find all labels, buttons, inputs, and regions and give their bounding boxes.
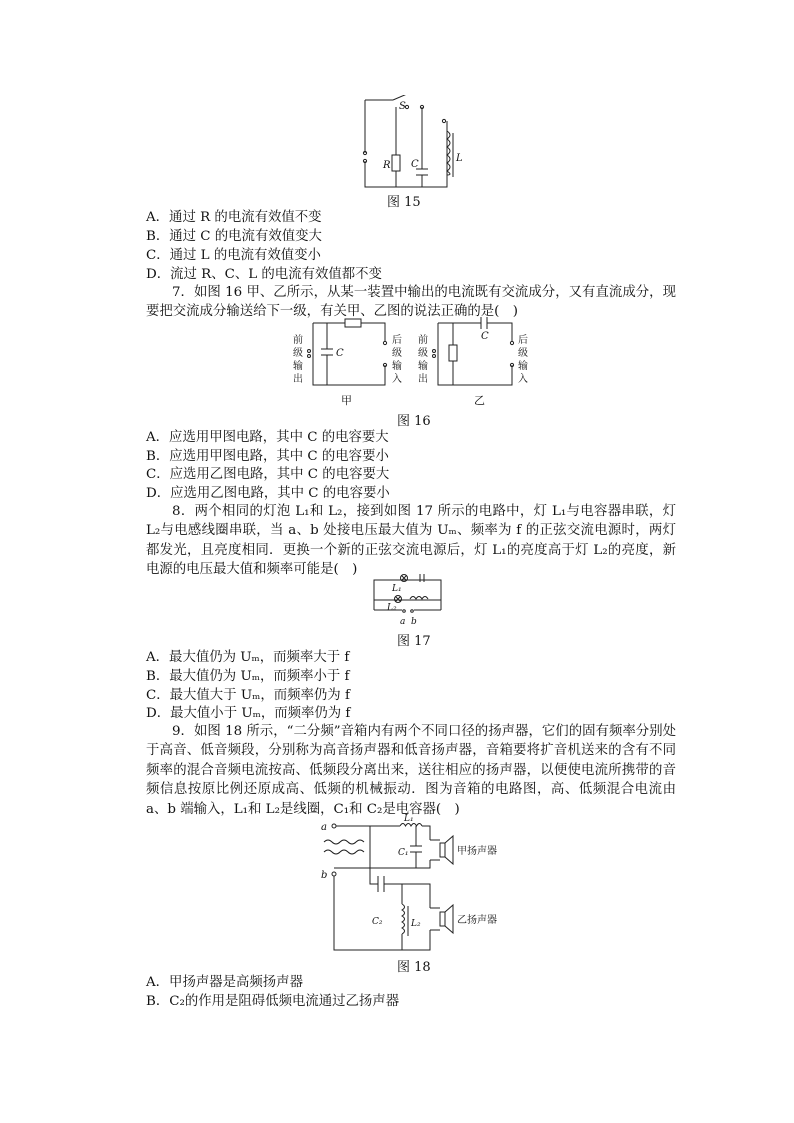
q7-option-b: B．应选用甲图电路，其中 C 的电容要小 (146, 449, 389, 464)
q8-option-a: A．最大值仍为 Uₘ，而频率大于 f (146, 650, 350, 665)
fig16-jia-cap-label: C (336, 348, 344, 359)
fig15-label-l: L (456, 153, 463, 164)
fig18-label-b: b (321, 870, 328, 881)
fig16-yi-out-4: 入 (518, 374, 528, 385)
fig16-yi-in-3: 输 (418, 361, 428, 372)
fig18-label-speaker-yi: 乙扬声器 (457, 915, 497, 926)
fig16-jia-out-1: 后 (392, 335, 402, 346)
q6-option-d: D．流过 R、C、L 的电流有效值都不变 (146, 267, 382, 282)
q9-option-a: A．甲扬声器是高频扬声器 (146, 975, 303, 990)
q7-stem: 7．如图 16 甲、乙所示，从某一装置中输出的电流既有交流成分，又有直流成分，现要把交流成分输送给下一级，有关甲、乙图的说法正确的是( ) (146, 285, 676, 320)
fig18-label-speaker-jia: 甲扬声器 (457, 846, 497, 857)
q9-stem: 9．如图 18 所示，“二分频”音箱内有两个不同口径的扬声器，它们的固有频率分别处于高音、低音频段，分别称为高音扬声器和低音扬声器，音箱要将扩音机送来的含有不同频率的混合音频电流按高、低频段分离出来，送往相应的扬声器，以便使电流所携带的音频信息按原比例还原成高、低频的机械振动．图为音箱的电路图，高、低频混合电流由 a、b 端输入，L₁和 L₂是线圈，C₁和 C₂是电容器( ) (146, 724, 676, 817)
figure-15-caption: 图 15 (387, 195, 421, 210)
fig16-yi-in-2: 级 (418, 348, 428, 359)
figure-17-caption: 图 17 (397, 634, 431, 649)
q8-stem: 8．两个相同的灯泡 L₁和 L₂，接到如图 17 所示的电路中，灯 L₁与电容器串联，灯 L₂与电感线圈串联，当 a、b 处接电压最大值为 Uₘ、频率为 f 的正弦交流电源时，两灯都发光，且亮度相同．更换一个新的正弦交流电源后，灯 L₁的亮度高于灯 L₂的亮度，新电源的电压最大值和频率可能是( ) (146, 504, 676, 578)
fig16-jia-out-3: 输 (392, 361, 402, 372)
q8-option-d: D．最大值小于 Uₘ，而频率仍为 f (146, 706, 351, 721)
fig17-label-l1: L₁ (392, 584, 402, 594)
fig16-jia-in-3: 输 (293, 361, 303, 372)
q6-option-a: A．通过 R 的电流有效值不变 (146, 210, 322, 225)
fig16-jia-in-2: 级 (293, 348, 303, 359)
fig16-yi-out-3: 输 (518, 361, 528, 372)
fig16-yi-in-1: 前 (418, 335, 428, 346)
fig17-label-b: b (411, 617, 417, 627)
figure-18-circuit (318, 812, 518, 957)
fig18-label-l2: L₂ (411, 919, 421, 929)
fig15-label-r: R (383, 160, 391, 171)
q7-option-d: D．应选用乙图电路，其中 C 的电容要小 (146, 486, 390, 501)
q7-option-c: C．应选用乙图电路，其中 C 的电容要大 (146, 467, 390, 482)
fig16-yi-cap-label: C (481, 331, 489, 342)
figure-18-caption: 图 18 (397, 960, 431, 975)
fig16-yi-label: 乙 (474, 394, 485, 407)
q7-option-a: A．应选用甲图电路，其中 C 的电容要大 (146, 430, 389, 445)
fig16-yi-in-4: 出 (418, 374, 428, 385)
q9-option-b: B．C₂的作用是阻碍低频电流通过乙扬声器 (146, 994, 400, 1009)
fig15-label-s: S (399, 101, 406, 112)
figure-17-circuit (368, 572, 448, 632)
figure-15-circuit (355, 95, 475, 195)
q8-option-b: B．最大值仍为 Uₘ，而频率小于 f (146, 669, 350, 684)
figure-16-circuits (285, 315, 535, 410)
fig16-yi-out-1: 后 (518, 335, 528, 346)
q6-option-c: C．通过 L 的电流有效值变小 (146, 248, 321, 263)
figure-16-caption: 图 16 (397, 414, 431, 429)
fig16-jia-out-4: 入 (392, 374, 402, 385)
q6-option-b: B．通过 C 的电流有效值变大 (146, 229, 322, 244)
fig18-label-c2: C₂ (372, 917, 383, 927)
fig16-jia-in-4: 出 (293, 374, 303, 385)
fig16-jia-out-2: 级 (392, 348, 402, 359)
q8-option-c: C．最大值大于 Uₘ，而频率仍为 f (146, 688, 350, 703)
fig17-label-l2: L₂ (387, 603, 397, 613)
fig18-label-l1: L₁ (404, 814, 414, 824)
fig18-label-a: a (321, 822, 327, 833)
fig16-jia-in-1: 前 (293, 335, 303, 346)
fig16-yi-out-2: 级 (518, 348, 528, 359)
fig16-jia-label: 甲 (341, 394, 352, 407)
fig15-label-c: C (411, 159, 419, 170)
fig17-label-a: a (400, 617, 406, 627)
fig18-label-c1: C₁ (398, 848, 409, 858)
